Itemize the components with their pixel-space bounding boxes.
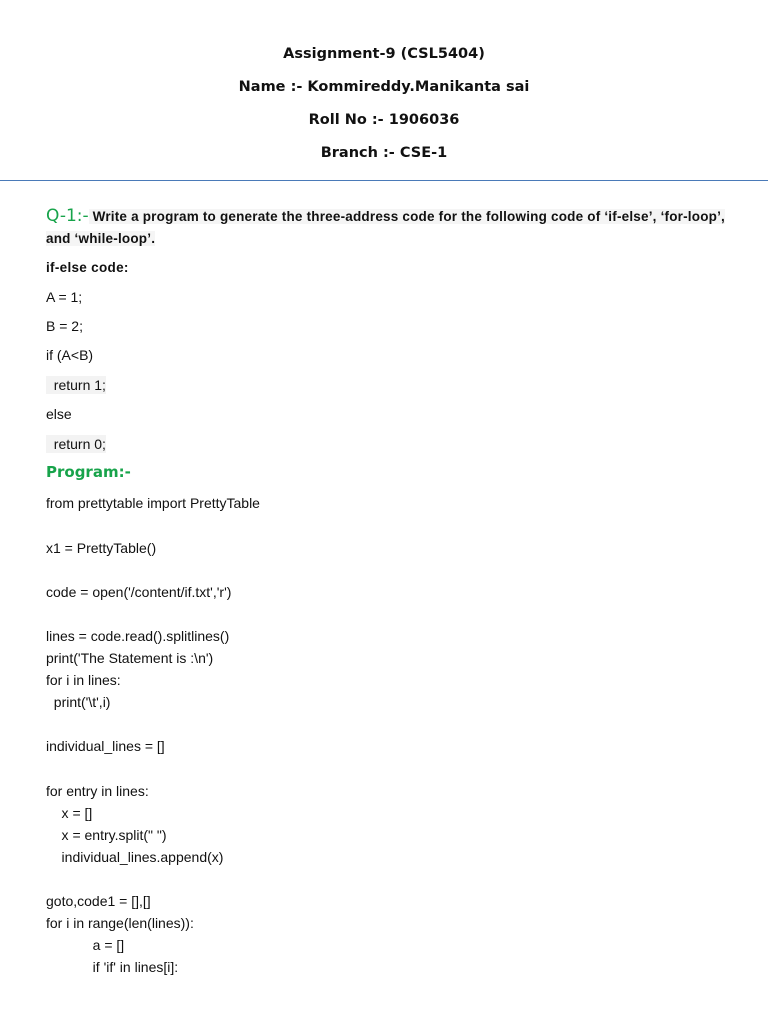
code-line: if (A<B) xyxy=(46,347,94,363)
program-line: goto,code1 = [],[] xyxy=(46,893,151,909)
program-line: for i in lines: xyxy=(46,672,121,688)
student-name: Name :- Kommireddy.Manikanta sai xyxy=(238,79,530,95)
code-line: else xyxy=(46,406,72,422)
code-line: return 0; xyxy=(46,436,106,452)
program-line: print('\t',i) xyxy=(46,694,111,710)
program-line: individual_lines = [] xyxy=(46,738,165,754)
program-line: for i in range(len(lines)): xyxy=(46,915,194,931)
program-line: x1 = PrettyTable() xyxy=(46,540,157,556)
header-divider xyxy=(0,180,768,181)
program-line: code = open('/content/if.txt','r') xyxy=(46,584,232,600)
branch: Branch :- CSE-1 xyxy=(320,145,448,161)
program-line: lines = code.read().splitlines() xyxy=(46,628,230,644)
question-text: Write a program to generate the three-address code for the following code of ‘if-else’, ‘for-loop’, and ‘while-loop’. xyxy=(46,209,725,246)
ifelse-heading: if-else code: xyxy=(46,260,129,275)
code-line: A = 1; xyxy=(46,289,83,305)
program-line: individual_lines.append(x) xyxy=(46,849,224,865)
roll-number: Roll No :- 1906036 xyxy=(308,112,460,128)
program-label: Program:- xyxy=(46,463,131,481)
assignment-title: Assignment-9 (CSL5404) xyxy=(283,46,485,62)
program-line: x = [] xyxy=(46,805,93,821)
question-label: Q-1:- xyxy=(46,206,89,226)
code-line: B = 2; xyxy=(46,318,83,334)
program-line: from prettytable import PrettyTable xyxy=(46,495,260,511)
program-line: if 'if' in lines[i]: xyxy=(46,959,179,975)
program-line: x = entry.split(" ") xyxy=(46,827,167,843)
code-line: return 1; xyxy=(46,377,106,393)
program-line: for entry in lines: xyxy=(46,783,149,799)
question-1 xyxy=(46,205,726,250)
program-line: print('The Statement is :\n') xyxy=(46,650,214,666)
program-line: a = [] xyxy=(46,937,125,953)
